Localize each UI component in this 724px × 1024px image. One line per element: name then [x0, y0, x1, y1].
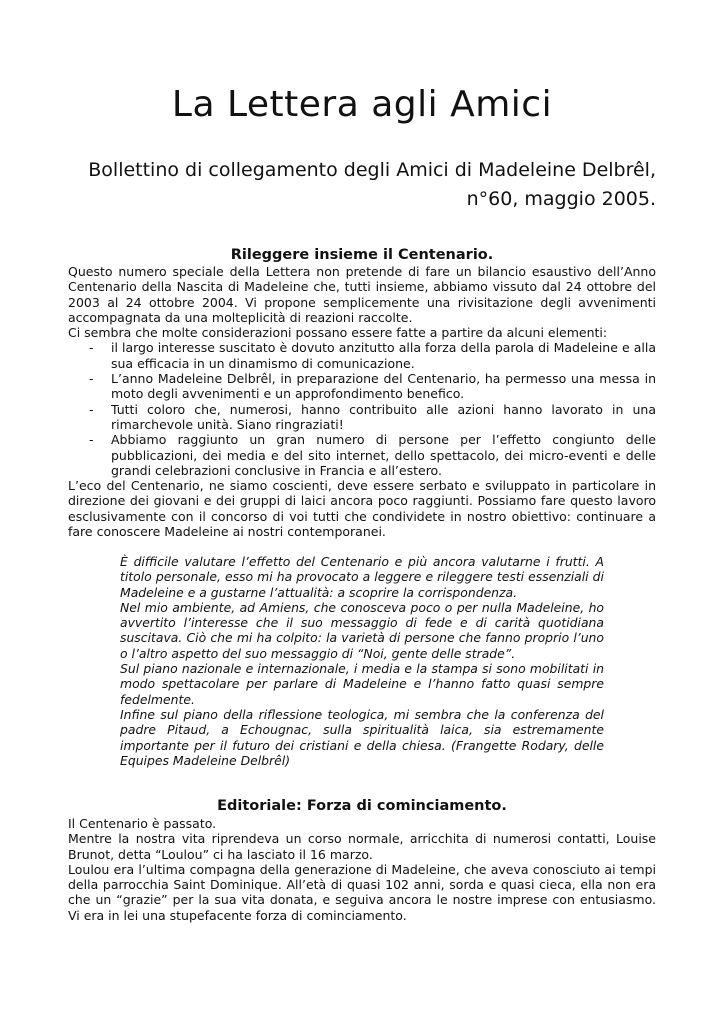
list-item: [68, 402, 656, 433]
list-item: [68, 432, 656, 478]
section-1-heading: Rileggere insieme il Centenario.: [230, 247, 494, 263]
section-1-bullet-list: [68, 340, 656, 478]
editorial-paragraph: Loulou era l’ultima compagna della generazione di Madeleine, che aveva conosciuto ai tempi della parrocchia Saint Dominique. All’età di quasi 102 anni, sorda e quasi cieca, ella non era che un “grazie” per la sua vita donata, e seguiva ancora le nostre imprese con entusiasmo. Vi era in lei una stupefacente forza di cominciamento.: [68, 861, 656, 923]
quote-paragraph: Sul piano nazionale e internazionale, i media e la stampa si sono mobilitati in modo spettacolare per parlare di Madeleine e l’hanno fatto quasi sempre fedelmente.: [120, 661, 604, 707]
list-item-text: L’anno Madeleine Delbrêl, in preparazione del Centenario, ha permesso una messa in moto degli avvenimenti e un approfondimento benefico.: [111, 371, 656, 402]
section-1-body: [68, 264, 656, 539]
list-item-text: Tutti coloro che, numerosi, hanno contribuito alle azioni hanno lavorato in una rimarchevole unità. Siano ringraziati!: [111, 401, 656, 432]
testimony-quote: [120, 554, 604, 768]
section-1-lead: Ci sembra che molte considerazioni possano essere fatte a partire da alcuni elementi:: [68, 325, 608, 341]
bullet-dash: -: [89, 340, 94, 356]
list-item-text: Abbiamo raggiunto un gran numero di persone per l’effetto congiunto delle pubblicazioni, dei media e del sito internet, dello spettacolo, dei micro-eventi e delle grandi celebrazioni conclusive in Francia e all’estero.: [111, 432, 656, 478]
section-2-heading: Editoriale: Forza di cominciamento.: [217, 798, 507, 814]
list-item-text: il largo interesse suscitato è dovuto anzitutto alla forza della parola di Madeleine e alla sua efficacia in un dinamismo di comunicazione.: [111, 340, 656, 371]
document-subtitle: [56, 156, 656, 214]
document-title: La Lettera agli Amici: [171, 84, 553, 125]
list-item: [68, 340, 656, 371]
section-1-closing: L’eco del Centenario, ne siamo coscienti, deve essere serbato e sviluppato in particolare in direzione dei giovani e dei gruppi di laici ancora poco raggiunti. Possiamo fare questo lavoro esclusivamente con il concorso di voi tutti che condividete in nostro obiettivo: continuare a fare conoscere Madeleine ai nostri contemporanei.: [68, 478, 656, 540]
section-2-body: [68, 816, 656, 923]
editorial-paragraph: Mentre la nostra vita riprendeva un corso normale, arricchita di numerosi contatti, Louise Brunot, detta “Loulou” ci ha lasciato il 16 marzo.: [68, 831, 656, 862]
subtitle-line-1: Bollettino di collegamento degli Amici di Madeleine Delbrêl,: [88, 159, 656, 181]
subtitle-line-2: n°60, maggio 2005.: [466, 188, 656, 210]
quote-paragraph: Nel mio ambiente, ad Amiens, che conosceva poco o per nulla Madeleine, ho avvertito l’interesse che il suo messaggio di fede e di carità quotidiana suscitava. Ciò che mi ha colpito: la varietà di persone che fanno proprio l’uno o l’altro aspetto del suo messaggio di “Noi, gente delle strade”.: [120, 599, 604, 661]
bullet-dash: -: [89, 371, 94, 387]
quote-paragraph: È difficile valutare l’effetto del Centenario e più ancora valutarne i frutti. A titolo personale, esso mi ha provocato a leggere e rileggere testi essenziali di Madeleine e a gustarne l’attualità: a scoprire la corrispondenza.: [120, 554, 604, 600]
quote-paragraph: Infine sul piano della riflessione teologica, mi sembra che la conferenza del padre Pitaud, a Echougnac, sulla spiritualità laica, sia estremamente importante per il futuro dei cristiani e della chiesa. (Frangette Rodary, delle Equipes Madeleine Delbrêl): [120, 706, 604, 768]
bullet-dash: -: [89, 432, 94, 448]
section-1-intro: Questo numero speciale della Lettera non pretende di fare un bilancio esaustivo dell’Anno Centenario della Nascita di Madeleine che, tutti insieme, abbiamo vissuto dal 24 ottobre del 2003 al 24 ottobre 2004. Vi propone semplicemente una rivisitazione degli avvenimenti accompagnata da una molteplicità di reazioni raccolte.: [68, 264, 656, 325]
list-item: [68, 371, 656, 402]
bullet-dash: -: [89, 401, 94, 417]
editorial-paragraph: Il Centenario è passato.: [68, 816, 217, 831]
